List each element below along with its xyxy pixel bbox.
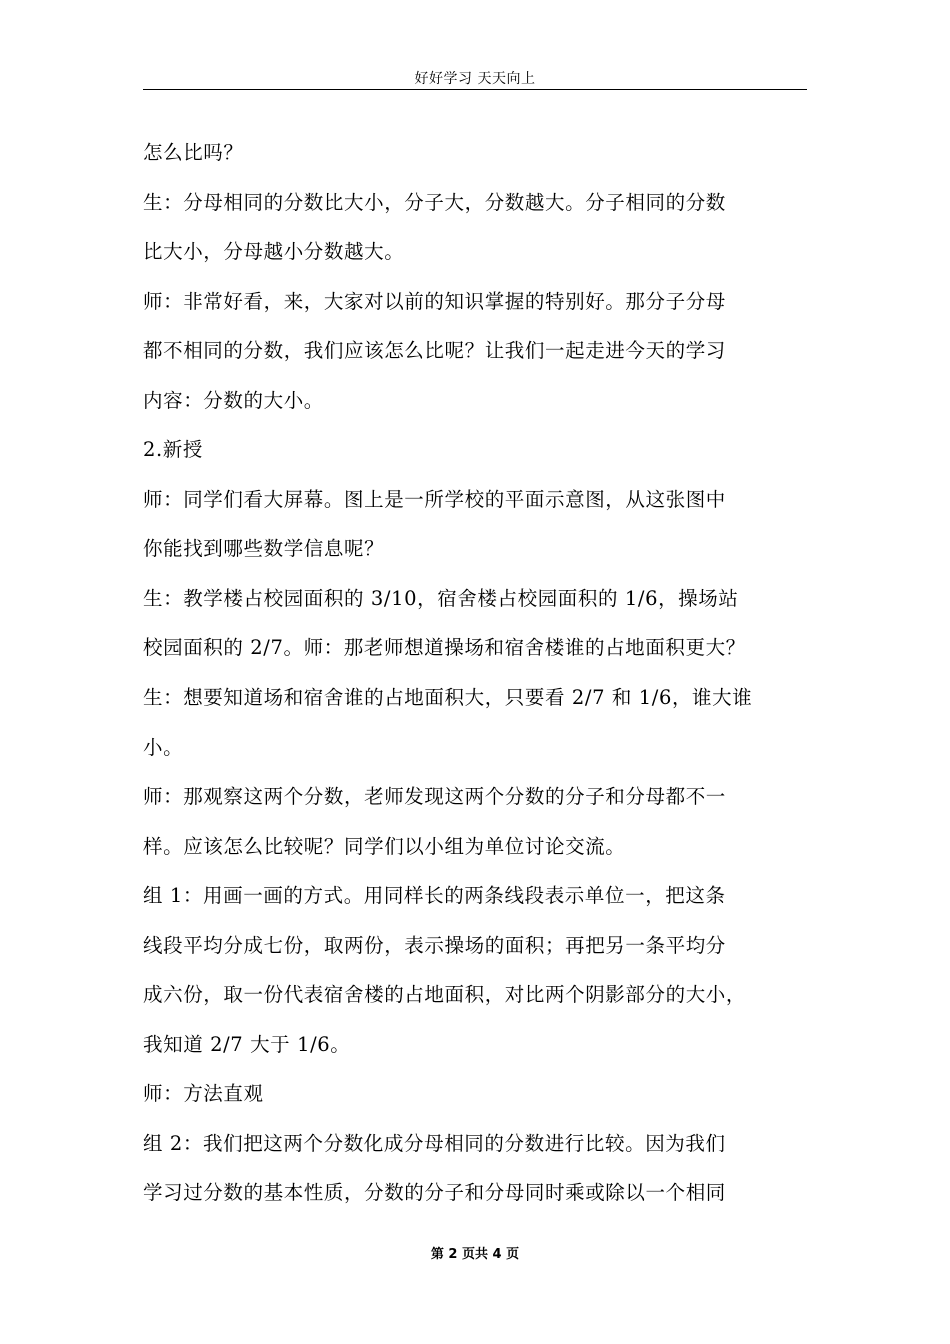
body-line: 生：分母相同的分数比大小，分子大，分数越大。分子相同的分数	[143, 190, 726, 214]
body-line: 小。	[143, 735, 184, 759]
body-line: 师：那观察这两个分数，老师发现这两个分数的分子和分母都不一	[143, 785, 726, 809]
body-line: 我知道 2/7 大于 1/6。	[143, 1032, 351, 1056]
body-line: 线段平均分成七份，取两份，表示操场的面积；再把另一条平均分	[143, 933, 726, 957]
body-line: 师：方法直观	[143, 1082, 264, 1106]
body-line: 内容：分数的大小。	[143, 388, 324, 412]
body-line: 生：教学楼占校园面积的 3/10，宿舍楼占校园面积的 1/6，操场站	[143, 586, 739, 610]
body-line: 师：非常好看，来，大家对以前的知识掌握的特别好。那分子分母	[143, 289, 726, 313]
body-line: 组 2：我们把这两个分数化成分母相同的分数进行比较。因为我们	[143, 1131, 726, 1155]
body-line: 都不相同的分数，我们应该怎么比呢？让我们一起走进今天的学习	[143, 339, 726, 363]
body-line: 你能找到哪些数学信息呢？	[143, 537, 385, 561]
page-number: 第 2 页共 4 页	[430, 1247, 520, 1262]
body-line: 成六份，取一份代表宿舍楼的占地面积，对比两个阴影部分的大小，	[143, 983, 747, 1007]
body-line: 学习过分数的基本性质，分数的分子和分母同时乘或除以一个相同	[143, 1181, 726, 1205]
page-header: 好好学习 天天向上	[414, 71, 536, 87]
body-line: 怎么比吗？	[143, 141, 244, 164]
document-body	[143, 128, 807, 1218]
header-divider	[143, 89, 807, 90]
body-line: 生：想要知道场和宿舍谁的占地面积大，只要看 2/7 和 1/6，谁大谁	[143, 686, 753, 710]
body-line: 比大小，分母越小分数越大。	[143, 240, 405, 264]
body-line: 组 1：用画一画的方式。用同样长的两条线段表示单位一，把这条	[143, 884, 726, 908]
body-line: 样。应该怎么比较呢？同学们以小组为单位讨论交流。	[143, 834, 626, 858]
body-line: 校园面积的 2/7。师：那老师想道操场和宿舍楼谁的占地面积更大？	[143, 636, 746, 660]
body-line: 师：同学们看大屏幕。图上是一所学校的平面示意图，从这张图中	[143, 487, 726, 511]
section-heading: 2.新授	[143, 438, 204, 462]
